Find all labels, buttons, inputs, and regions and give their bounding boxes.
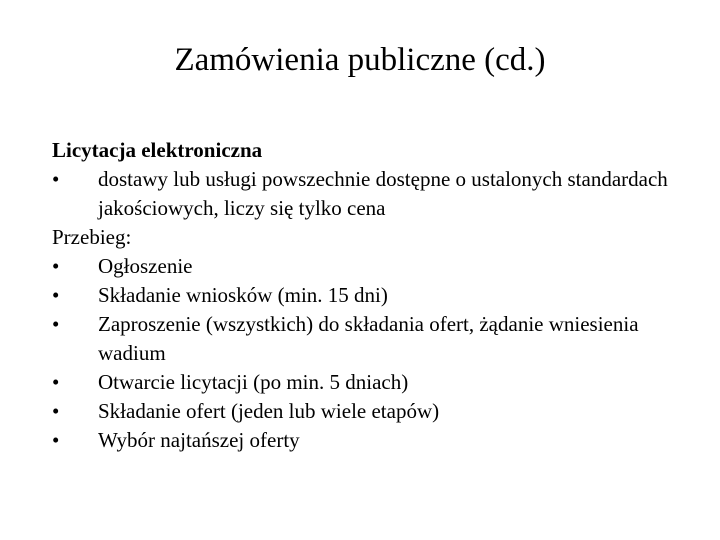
bullet-icon: •	[52, 370, 60, 394]
list-item-text: Zaproszenie (wszystkich) do składania ofert, żądanie wniesienia wadium	[98, 312, 639, 365]
slide-body	[52, 136, 692, 455]
list-item-text: Otwarcie licytacji (po min. 5 dniach)	[98, 370, 409, 394]
list-item	[52, 310, 692, 368]
list-item	[52, 397, 692, 426]
list-item	[52, 426, 692, 455]
list-item	[52, 165, 692, 223]
bullet-icon: •	[52, 399, 60, 423]
process-label: Przebieg:	[52, 225, 132, 249]
bullet-icon: •	[52, 312, 60, 336]
process-list	[52, 252, 692, 455]
list-item-text: Wybór najtańszej oferty	[98, 428, 300, 452]
list-item	[52, 252, 692, 281]
list-item	[52, 368, 692, 397]
intro-list	[52, 165, 692, 223]
list-item-text: Składanie ofert (jeden lub wiele etapów)	[98, 399, 440, 423]
section-heading: Licytacja elektroniczna	[52, 138, 263, 162]
list-item	[52, 281, 692, 310]
bullet-icon: •	[52, 254, 60, 278]
list-item-text: Ogłoszenie	[98, 254, 193, 278]
list-item-text: Składanie wniosków (min. 15 dni)	[98, 283, 388, 307]
bullet-icon: •	[52, 283, 60, 307]
slide-title: Zamówienia publiczne (cd.)	[174, 42, 546, 78]
bullet-icon: •	[52, 167, 60, 191]
bullet-icon: •	[52, 428, 60, 452]
list-item-text: dostawy lub usługi powszechnie dostępne o ustalonych standardach jakościowych, liczy się tylko cena	[98, 167, 668, 220]
